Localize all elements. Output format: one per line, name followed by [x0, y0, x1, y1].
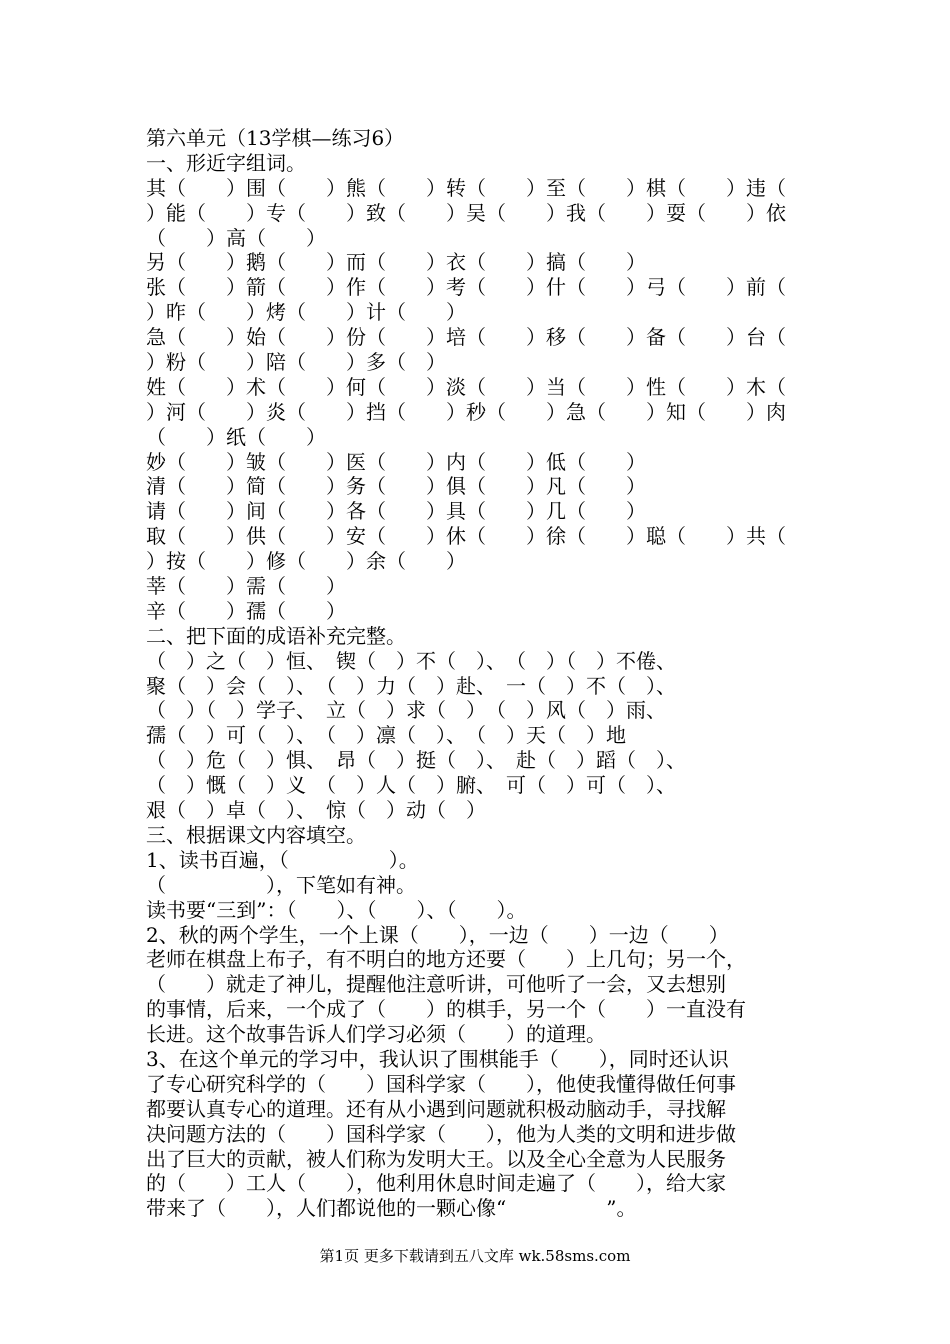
text-line: 读书要“三到”：（ ）、（ ）、（ ）。: [146, 897, 527, 922]
text-line: 辛（ ）孺（ ）: [146, 598, 346, 623]
text-line: 其（ ）围（ ）熊（ ）转（ ）至（ ）棋（ ）违（: [146, 175, 786, 200]
text-line: ）按（ ）修（ ）余（ ）: [146, 549, 466, 574]
text-line: 张（ ）箭（ ）作（ ）考（ ）什（ ）弓（ ）前（: [146, 275, 786, 300]
text-line: （ ），下笔如有神。: [146, 872, 416, 897]
document-body: [146, 126, 818, 1221]
text-line: 3、在这个单元的学习中，我认识了围棋能手（ ），同时还认识: [146, 1046, 729, 1071]
text-line: 聚（ ）会（ ）、 （ ）力（ ）赴、 一（ ）不（ ）、: [146, 673, 676, 698]
text-line: 莘（ ）需（ ）: [146, 574, 346, 599]
text-line: 的事情，后来，一个成了（ ）的棋手，另一个（ ）一直没有: [146, 997, 746, 1022]
text-line: 孺（ ）可（ ）、 （ ）凛（ ）、 （ ）天（ ）地: [146, 723, 626, 748]
text-line: 带来了（ ），人们都说他的一颗心像“ ”。: [146, 1196, 637, 1221]
text-line: ）河（ ）炎（ ）挡（ ）秒（ ）急（ ）知（ ）肉: [146, 399, 786, 424]
text-line: 取（ ）供（ ）安（ ）休（ ）徐（ ）聪（ ）共（: [146, 524, 786, 549]
text-line: ）能（ ）专（ ）致（ ）吴（ ）我（ ）耍（ ）依: [146, 200, 786, 225]
text-line: （ ）（ ）学子、 立（ ）求（ ） （ ）风（ ）雨、: [146, 698, 666, 723]
text-line: （ ）危（ ）惧、 昂（ ）挺（ ）、 赴（ ）蹈（ ）、: [146, 748, 686, 773]
heading-unit-title: 第六单元（13学棋—练习6）: [146, 126, 405, 150]
text-line: 姓（ ）术（ ）何（ ）淡（ ）当（ ）性（ ）木（: [146, 374, 786, 399]
text-line: （ ）慨（ ）义 （ ）人（ ）腑、 可（ ）可（ ）、: [146, 773, 676, 798]
text-line: （ ）之（ ）恒、 锲（ ）不（ ）、 （ ）（ ）不倦、: [146, 648, 676, 673]
text-line: ）粉（ ）陪（ ）多（ ）: [146, 350, 446, 375]
text-line: 的（ ）工人（ ），他利用休息时间走遍了（ ），给大家: [146, 1171, 726, 1196]
text-line: 出了巨大的贡献，被人们称为发明大王。以及全心全意为人民服务: [146, 1146, 726, 1171]
text-line: 长进。这个故事告诉人们学习必须（ ）的道理。: [146, 1022, 606, 1047]
text-line: 决问题方法的（ ）国科学家（ ），他为人类的文明和进步做: [146, 1121, 736, 1146]
text-line: 了专心研究科学的（ ）国科学家（ ），他使我懂得做任何事: [146, 1071, 736, 1096]
text-line: 1、读书百遍，（ ）。: [146, 847, 419, 872]
section-heading-3: 三、根据课文内容填空。: [146, 822, 366, 847]
section-heading-1: 一、形近字组词。: [146, 150, 306, 175]
text-line: 艰（ ）卓（ ）、 惊（ ）动（ ）: [146, 798, 486, 823]
text-line: 请（ ）间（ ）各（ ）具（ ）几（ ）: [146, 499, 646, 524]
text-line: （ ）高（ ）: [146, 225, 326, 250]
section-heading-2: 二、把下面的成语补充完整。: [146, 623, 406, 648]
text-line: （ ）就走了神儿，提醒他注意听讲，可他听了一会，又去想别: [146, 972, 726, 997]
text-line: （ ）纸（ ）: [146, 424, 326, 449]
page-footer: 第1页 更多下载请到五八文库 wk.58sms.com: [319, 1247, 631, 1265]
text-line: 都要认真专心的道理。还有从小遇到问题就积极动脑动手，寻找解: [146, 1096, 726, 1121]
text-line: 清（ ）简（ ）务（ ）俱（ ）凡（ ）: [146, 474, 646, 499]
text-line: 妙（ ）皱（ ）医（ ）内（ ）低（ ）: [146, 449, 646, 474]
text-line: 另（ ）鹅（ ）而（ ）衣（ ）搞（ ）: [146, 250, 646, 275]
text-line: ）昨（ ）烤（ ）计（ ）: [146, 300, 466, 325]
text-line: 老师在棋盘上布子，有不明白的地方还要（ ）上几句；另一个，: [146, 947, 746, 972]
text-line: 急（ ）始（ ）份（ ）培（ ）移（ ）备（ ）台（: [146, 325, 786, 350]
text-line: 2、秋的两个学生，一个上课（ ），一边（ ）一边（ ）: [146, 922, 729, 947]
